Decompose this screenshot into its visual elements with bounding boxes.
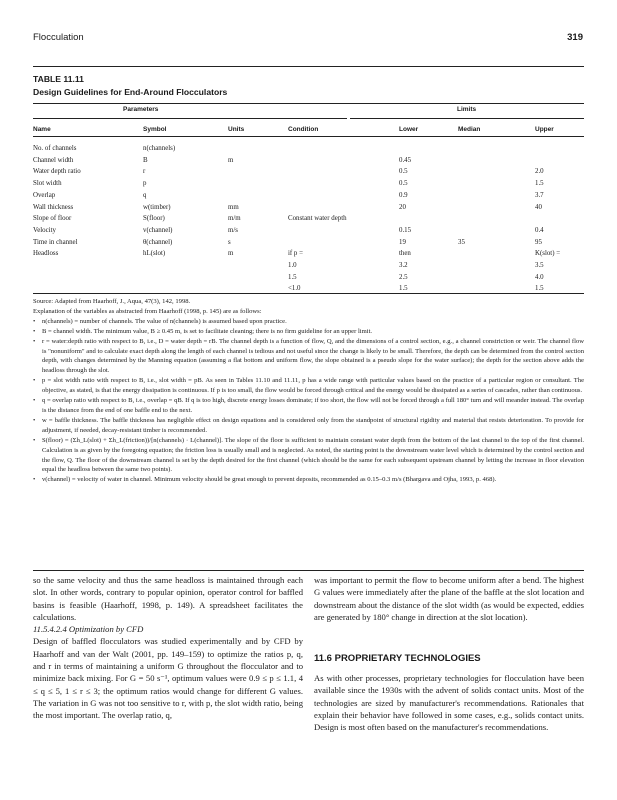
column-header-symbol: Symbol <box>143 126 167 133</box>
table-cell-lower: 2.5 <box>399 273 408 281</box>
table-cell-symbol: S(floor) <box>143 215 165 223</box>
note-bullet-text: n(channels) = number of channels. The value of n(channels) is assumed based upon practice. <box>42 317 287 325</box>
notes-bullet-list <box>33 317 584 485</box>
note-bullet-text: q = overlap ratio with respect to B, i.e., overlap = qB. If q is too high, discrete energy losses dominate; if too short, the flow will not be forced through a full 180° turn and will meander instead. The overlap is the distance from the end of one baffle end to the next. <box>42 397 584 414</box>
table-cell-upper: 1.5 <box>535 285 544 293</box>
table-cell-lower: 3.2 <box>399 262 408 269</box>
table-cell-upper: 3.7 <box>535 191 544 199</box>
table-cell-name: Overlap <box>33 191 56 199</box>
table-cell-symbol: n(channels) <box>143 145 176 152</box>
table-cell-units: m/m <box>228 215 241 223</box>
header-rule <box>33 66 584 67</box>
note-bullet <box>33 416 584 436</box>
table-cell-condition: 1.0 <box>288 262 297 269</box>
right-paragraph-2: As with other processes, proprietary technologies for flocculation have been available since the 1930s with the advent of solids contact units. Most of the technologies are sized by manufacturer's recommendations. Rationales that explain their behavior have followed in some cases, e.g., solids contact units. Design is most often based on the manufacturer's recommendations. <box>314 673 584 733</box>
design-guidelines-table <box>33 103 584 293</box>
note-bullet-text: p = slot width ratio with respect to B, i.e., slot width = pB. As seen in Tables 11.10 and 11.11, p has a wide range with particular values based on the practice of a particular region or consultant. The objective, as stated, is that the energy dissipation is continuous. If p is too small, the flow would be forced through critical and the energy would be dissipated as a series of cascades, rather than continuous. <box>42 377 584 395</box>
note-bullet-text: S(floor) = (Σh_L(slot) + Σh_L(friction))/[n(channels) · L(channel)]. The slope of the floor is sufficient to maintain constant water depth from the bottom of the last channel to the top of the first channel. Calculation is as given by the foregoing equation; the friction loss is usually small and is neglected. As noted, the starting point is the downstream water level which is determined by the control section and the flow, Q. The floor of the downstream channel is set by the depth desired for the first channel (which should be the same for each subsequent upstream channel by letting the increase in floor elevation equal the headloss between the same two points). <box>42 436 584 474</box>
subsection-heading: 11.5.4.2.4 Optimization by CFD <box>33 624 144 635</box>
table-cell-name: Channel width <box>33 156 74 164</box>
bullet-dot-icon: • <box>33 397 36 405</box>
table-cell-units: m/s <box>228 226 238 234</box>
running-title: Flocculation <box>33 32 84 43</box>
note-bullet <box>33 436 584 476</box>
column-header-name: Name <box>33 126 51 133</box>
column-header-upper: Upper <box>535 126 554 133</box>
table-cell-name: No. of channels <box>33 145 77 152</box>
group-rule-limits <box>350 118 584 119</box>
table-cell-lower: 0.45 <box>399 156 412 164</box>
table-cell-name: Wall thickness <box>33 203 74 211</box>
running-header <box>33 32 583 46</box>
table-cell-units: mm <box>228 203 239 211</box>
table-cell-symbol: v(channel) <box>143 226 173 234</box>
table-cell-upper: 2.0 <box>535 168 544 176</box>
column-header-rule <box>33 136 584 137</box>
table-cell-condition: 1.5 <box>288 273 297 281</box>
table-cell-lower: 20 <box>399 203 406 211</box>
bullet-dot-icon: • <box>33 416 36 424</box>
table-cell-upper: K(slot) = <box>535 250 561 258</box>
table-cell-symbol: B <box>143 156 148 164</box>
table-cell-name: Headloss <box>33 250 59 258</box>
note-bullet-text: v(channel) = velocity of water in channel. Minimum velocity should be great enough to prevent deposits, recommended as 0.15–0.3 m/s (Bhargava and Ojha, 1993, p. 468). <box>42 476 497 484</box>
left-paragraph-2: Design of baffled flocculators was studied experimentally and by CFD by Haarhoff and van der Walt (2001, pp. 149–159) to optimize the ratios p, q, and r in terms of maintaining a uniform G throughout the flocculator and to minimize back mixing. For G = 50 s⁻¹, optimum values were 0.9 ≤ p ≤ 1.1, 4 ≤ q ≤ 5, 1 ≤ r ≤ 3; the optimum ratios would change for different G values. The variation in G was not too sensitive to r, with p, the slot width ratio, being the most important. The overlap ratio, q, <box>33 636 303 721</box>
group-header-parameters: Parameters <box>123 106 159 113</box>
table-cell-condition: <1.0 <box>288 285 301 293</box>
notes-intro: Explanation of the variables as abstracted from Haarhoff (1998, p. 145) are as follows: <box>33 307 262 315</box>
table-cell-name: Water depth ratio <box>33 168 81 176</box>
left-column <box>33 574 303 722</box>
bullet-dot-icon: • <box>33 476 36 484</box>
table-cell-symbol: p <box>143 180 147 188</box>
table-cell-lower: 19 <box>399 238 406 246</box>
table-cell-name: Velocity <box>33 226 56 234</box>
note-bullet-text: w = baffle thickness. The baffle thickness has negligible effect on design equations and is considered only from the standpoint of structural rigidity and material that resists deterioration. To provide for adjustment, if needed, decay-resistant timber is recommended. <box>42 416 584 434</box>
right-column <box>314 574 584 623</box>
table-cell-lower: 0.15 <box>399 226 412 234</box>
bullet-dot-icon: • <box>33 337 36 345</box>
table-cell-symbol: q <box>143 191 147 199</box>
table-cell-units: m <box>228 156 234 164</box>
table-cell-lower: 0.9 <box>399 191 408 199</box>
table-cell-condition: Constant water depth <box>288 215 347 223</box>
table-cell-name: Time in channel <box>33 238 78 246</box>
table-cell-lower: 0.5 <box>399 180 408 188</box>
table-bottom-rule <box>33 293 584 294</box>
note-bullet <box>33 327 584 337</box>
table-cell-units: s <box>228 238 231 246</box>
table-cell-lower: 1.5 <box>399 285 408 293</box>
note-bullet <box>33 396 584 416</box>
group-rule-parameters <box>33 118 347 119</box>
bullet-dot-icon: • <box>33 327 36 335</box>
column-header-median: Median <box>458 126 481 133</box>
table-cell-condition: if p = <box>288 250 303 258</box>
section-heading: 11.6 PROPRIETARY TECHNOLOGIES <box>314 653 481 664</box>
note-bullet <box>33 337 584 377</box>
right-column-lower <box>314 672 584 733</box>
note-bullet <box>33 376 584 396</box>
table-cell-name: Slot width <box>33 180 62 188</box>
note-bullet-text: B = channel width. The minimum value, B ≥ 0.45 m, is set to facilitate cleaning; there is no firm guideline for an upper limit. <box>42 327 373 335</box>
note-bullet-text: r = water:depth ratio with respect to B, i.e., D = water depth = rB. The channel depth is a function of flow, Q, and the dimensions of a control section, e.g., a channel constriction or weir. The channel flow is "nonuniform" and to calculate exact depth along the length of each channel is tedious and not useful since the change is likely to be small. Therefore, the depth can be determined from the control section depth, with changes determined by the Manning equation (assuming a flat bottom and uniform flow, the slope obtained is a pseudo slope for the water surface); the depth for the section above adds the headloss through the slot. <box>42 337 584 375</box>
bullet-dot-icon: • <box>33 317 36 325</box>
table-cell-name: Slope of floor <box>33 215 72 223</box>
left-paragraph-1: so the same velocity and thus the same headloss is maintained through each slot. In other words, contrary to popular opinion, operator control for baffled basins is feasible (Haarhoff, 1998, p. 149). A spreadsheet facilitates the calculations. <box>33 575 303 622</box>
table-cell-symbol: θ(channel) <box>143 238 173 246</box>
table-cell-upper: 1.5 <box>535 180 544 188</box>
note-bullet <box>33 475 584 485</box>
table-cell-symbol: hL(slot) <box>143 250 166 258</box>
note-bullet <box>33 317 584 327</box>
table-cell-upper: 3.5 <box>535 262 544 269</box>
bullet-dot-icon: • <box>33 377 36 385</box>
table-cell-units: m <box>228 250 234 258</box>
group-header-limits: Limits <box>457 106 477 113</box>
right-paragraph-1: was important to permit the flow to become uniform after a bend. The highest G values were immediately after the plane of the baffle at the slot location and downstream about the distance of the slot width (as would be expected, eddies are generated by 180° change in direction at the slot location). <box>314 575 584 622</box>
table-cell-upper: 0.4 <box>535 226 544 234</box>
column-header-lower: Lower <box>399 126 419 133</box>
table-cell-upper: 95 <box>535 238 542 246</box>
table-notes <box>33 297 584 485</box>
notes-bottom-rule <box>33 570 584 571</box>
table-cell-upper: 40 <box>535 203 542 211</box>
table-cell-median: 35 <box>458 238 465 246</box>
column-header-condition: Condition <box>288 126 319 133</box>
table-cell-lower: 0.5 <box>399 168 408 176</box>
table-number: TABLE 11.11 <box>33 74 84 84</box>
table-source: Source: Adapted from Haarhoff, J., Aqua, 47(3), 142, 1998. <box>33 298 191 305</box>
table-cell-symbol: r <box>143 168 146 176</box>
column-header-units: Units <box>228 126 245 133</box>
table-cell-symbol: w(timber) <box>143 203 171 211</box>
table-caption: Design Guidelines for End-Around Flocculators <box>33 87 228 97</box>
bullet-dot-icon: • <box>33 436 36 444</box>
page-number: 319 <box>567 32 583 43</box>
table-cell-lower: then <box>399 250 411 258</box>
table-cell-upper: 4.0 <box>535 273 544 281</box>
